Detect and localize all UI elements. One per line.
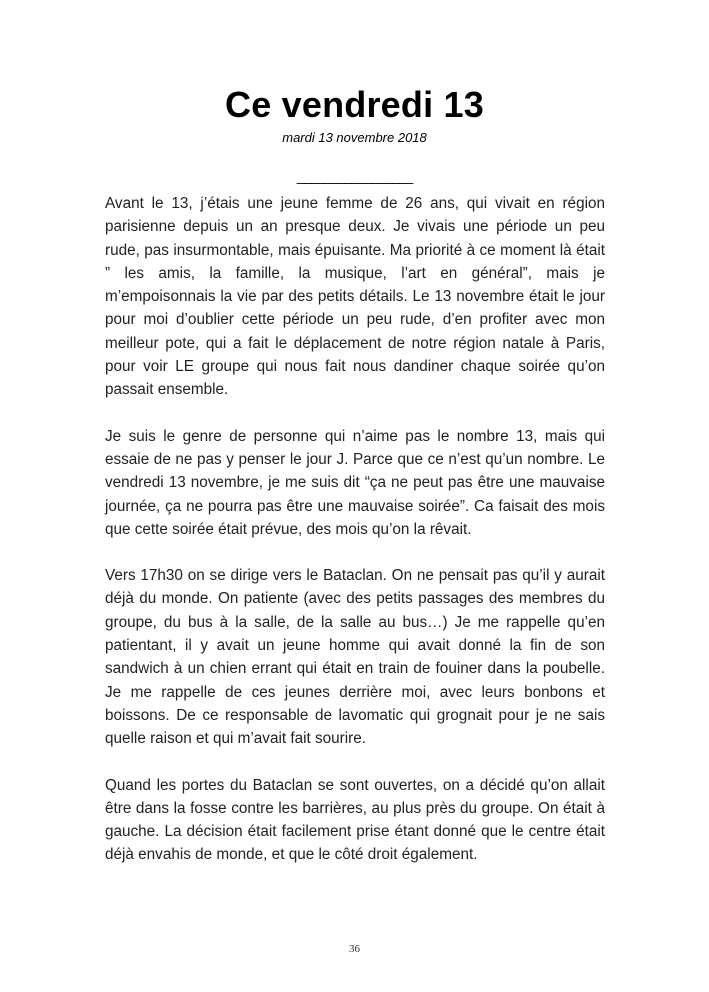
paragraph-1: Avant le 13, j’étais une jeune femme de 26 ans, qui vivait en région parisienne depuis un an presque deux. Je vivais une période un peu rude, pas insurmontable, mais épuisante. Ma priorité à ce moment là était ” les amis, la famille, la musique, l’art en général”, mais je m’empoisonnais la vie par des petits détails. Le 13 novembre était le jour pour moi d’oublier cette période un peu rude, d’en profiter avec mon meilleur pote, qui a fait le déplacement de notre région natale à Paris, pour voir LE groupe qui nous fait nous dandiner chaque soirée qu’on passait ensemble. [105,195,605,399]
paragraph-2: Je suis le genre de personne qui n’aime pas le nombre 13, mais qui essaie de ne pas y penser le jour J. Parce que ce n’est qu’un nombre. Le vendredi 13 novembre, je me suis dit “ça ne peut pas être une mauvaise journée, ça ne pourra pas être une mauvaise soirée”. Ca faisait des mois que cette soirée était prévue, des mois qu’on la rêvait. [105,427,605,538]
page-subtitle-date: mardi 13 novembre 2018 [282,130,427,145]
body-text [105,192,605,890]
paragraph-4: Quand les portes du Bataclan se sont ouvertes, on a décidé qu’on allait être dans la fosse contre les barrières, au plus près du groupe. On était à gauche. La décision était facilement prise étant donné que le centre était déjà envahis de monde, et que le côté droit également. [105,776,605,864]
page-number: 36 [349,943,360,955]
separator-line: _________________ [296,168,413,184]
paragraph-3: Vers 17h30 on se dirige vers le Bataclan. On ne pensait pas qu’il y aurait déjà du monde. On patiente (avec des petits passages des membres du groupe, du bus à la salle, de la salle au bus…) Je me rappelle qu’en patientant, il y avait un jeune homme qui avait donné la fin de son sandwich à un chien errant qui était en train de fouiner dans la poubelle. Je me rappelle de ces jeunes derrière moi, avec leurs bonbons et boissons. De ce responsable de lavomatic qui grognait pour je ne sais quelle raison et qui m’avait fait sourire. [105,567,605,748]
page-title: Ce vendredi 13 [225,84,484,125]
